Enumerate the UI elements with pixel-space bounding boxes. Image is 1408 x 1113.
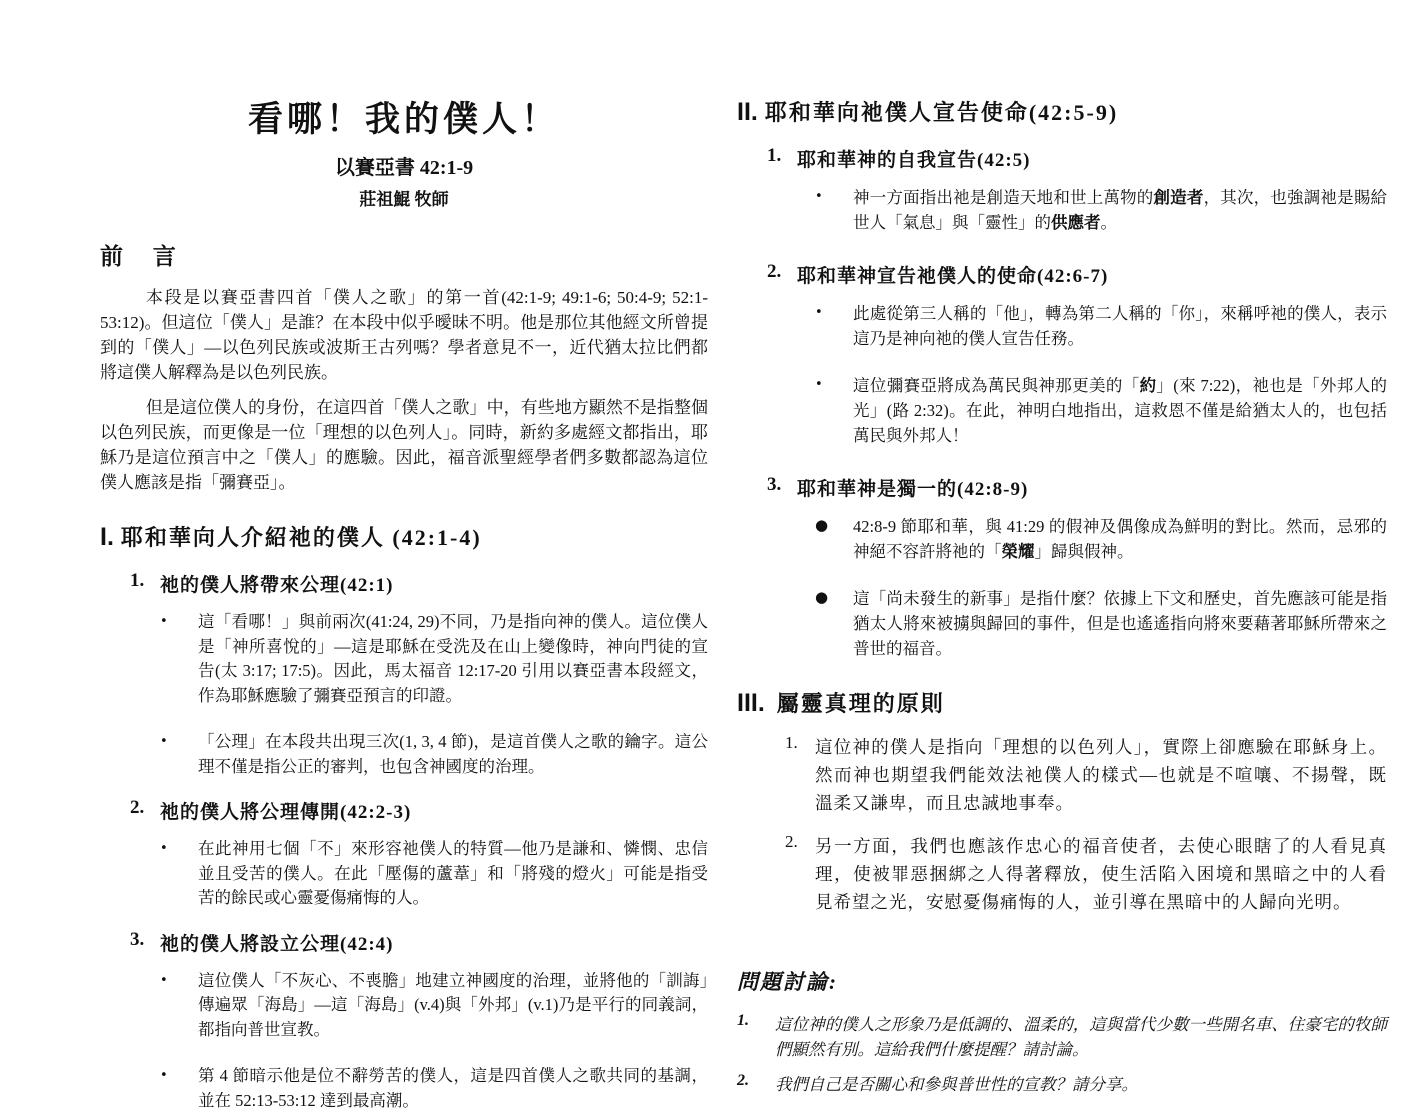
- subsection-number: 2.: [767, 261, 782, 282]
- subsection-2-1-heading: [767, 145, 1387, 172]
- right-column: [737, 96, 1387, 1097]
- subsection-title: 耶和華神是獨一的(42:8-9): [797, 479, 1029, 500]
- bullet-item: [815, 301, 1387, 351]
- principle-item: [785, 832, 1387, 916]
- bullet-text-segment: ，其次，也強調祂是賜給世人「氣息」與「靈性」的: [853, 188, 1388, 232]
- bullet-text: 這位僕人「不灰心、不喪膽」地建立神國度的治理，並將他的「訓誨」傳遍眾「海島」—這「海島」(v.4)與「外邦」(v.1)乃是平行的同義詞，都指向普世宣教。: [198, 970, 708, 1039]
- subsection-title: 祂的僕人將公理傳開(42:2-3): [160, 802, 412, 823]
- section-1-heading: [100, 521, 708, 552]
- section-3-numeral: III.: [737, 689, 765, 717]
- question-number: 2.: [737, 1072, 749, 1089]
- subsection-2-3-heading: [767, 474, 1387, 501]
- bullet-item: [160, 610, 708, 708]
- bullet-item: [160, 969, 708, 1043]
- bullet-text: 在此神用七個「不」來形容祂僕人的特質—他乃是謙和、憐憫、忠信並且受苦的僕人。在此「壓傷的蘆葦」和「將殘的燈火」可能是指受苦的餘民或心靈憂傷痛悔的人。: [198, 839, 708, 907]
- bullet-text-segment: 」歸與假神。: [1034, 542, 1134, 561]
- question-text: 這位神的僕人之形象乃是低調的、溫柔的，這與當代少數一些開名車、住豪宅的牧師們顯然有別。這給我們什麼提醒？請討論。: [775, 1015, 1387, 1059]
- subsection-title: 耶和華神的自我宣告(42:5): [797, 150, 1031, 171]
- bullet-text-segment: 神一方面指出祂是創造天地和世上萬物的: [853, 188, 1154, 207]
- bullet-icon: •: [160, 972, 168, 988]
- bullet-text: 這「尚未發生的新事」是指什麼？依據上下文和歷史，首先應該可能是指猶太人將來被擄與歸回的事件，但是也遙遙指向將來要藉著耶穌所帶來之普世的福音。: [853, 589, 1387, 658]
- bullet-text-segment: 這位彌賽亞將成為萬民與神那更美的「: [853, 376, 1140, 395]
- subsection-1-3-heading: [130, 929, 708, 956]
- subsection-number: 3.: [130, 928, 145, 950]
- section-1-title: 耶和華向人介紹祂的僕人 (42:1-4): [120, 525, 482, 550]
- bullet-item: [815, 185, 1387, 235]
- bullet-text-bold: 榮耀: [1001, 542, 1035, 561]
- question-text: 我們自己是否關心和參與普世性的宣教？請分享。: [775, 1075, 1138, 1094]
- preface-paragraph-2: 但是這位僕人的身份，在這四首「僕人之歌」中，有些地方顯然不是指整個以色列民族，而更像是一位「理想的以色列人」。同時，新約多處經文都指出，耶穌乃是這位預言中之「僕人」的應驗。因此，福音派聖經學者們多數都認為這位僕人應該是指「彌賽亞」。: [100, 398, 708, 492]
- bullet-text: [853, 373, 1387, 448]
- subsection-number: 1.: [767, 145, 782, 166]
- principle-text: 另一方面，我們也應該作忠心的福音使者，去使心眼瞎了的人看見真理，使被罪惡捆綁之人得著釋放，使生活陷入困境和黑暗之中的人看見希望之光，安慰憂傷痛悔的人，並引導在黑暗中的人歸向光明。: [815, 836, 1387, 912]
- bullet-text-bold: 創造者: [1153, 188, 1204, 207]
- section-2-title: 耶和華向祂僕人宣告使命(42:5-9): [764, 100, 1119, 125]
- bullet-item: [160, 1064, 708, 1113]
- subsection-1-1-heading: [130, 570, 708, 597]
- subsection-1-2-heading: [130, 797, 708, 824]
- bullet-text: [853, 185, 1387, 235]
- question-number: 1.: [737, 1012, 749, 1029]
- bullet-icon: ●: [815, 588, 829, 606]
- subsection-number: 3.: [767, 474, 782, 495]
- subsection-number: 1.: [130, 570, 145, 591]
- subsection-number: 2.: [130, 797, 145, 818]
- section-3-title: 屬靈真理的原則: [776, 691, 945, 716]
- bullet-icon: •: [160, 841, 168, 856]
- principle-number: 1.: [785, 733, 798, 752]
- bullet-text-segment: 。: [1100, 213, 1117, 232]
- bullet-icon: ●: [815, 516, 829, 534]
- bullet-item: [160, 730, 708, 779]
- bullet-icon: •: [815, 305, 823, 320]
- principle-text: 這位神的僕人是指向「理想的以色列人」，實際上卻應驗在耶穌身上。然而神也期望我們能效法祂僕人的樣式—也就是不喧嚷、不揚聲，既溫柔又謙卑，而且忠誠地事奉。: [815, 737, 1387, 813]
- subsection-2-2-heading: [767, 261, 1387, 288]
- author-name: 莊祖鯤 牧師: [359, 190, 449, 209]
- bullet-icon: •: [160, 1068, 168, 1083]
- discussion-question: [737, 1072, 1387, 1097]
- discussion-question: [737, 1012, 1387, 1062]
- subsection-title: 祂的僕人將設立公理(42:4): [160, 933, 394, 955]
- preface-heading: 前 言: [100, 244, 188, 269]
- bullet-text-bold: 供應者: [1051, 213, 1101, 232]
- section-3-heading: [737, 687, 1387, 718]
- subsection-title: 祂的僕人將帶來公理(42:1): [160, 575, 394, 596]
- subsection-title: 耶和華神宣告祂僕人的使命(42:6-7): [797, 266, 1109, 287]
- bullet-icon: •: [160, 734, 168, 749]
- bullet-item: [815, 373, 1387, 448]
- document-title: 看哪！我的僕人！: [247, 100, 560, 139]
- section-1-numeral: I.: [100, 523, 114, 551]
- scripture-reference: 以賽亞書 42:1-9: [334, 157, 474, 179]
- bullet-text: 此處從第三人稱的「他」，轉為第二人稱的「你」，來稱呼祂的僕人，表示這乃是神向祂的僕人宣告任務。: [853, 304, 1387, 348]
- left-column: [100, 92, 708, 1113]
- bullet-text: 這「看哪！」與前兩次(41:24, 29)不同，乃是指向神的僕人。這位僕人是「神所喜悅的」—這是耶穌在受洗及在山上變像時，神向門徒的宣告(太 3:17; 17:5)。因此，馬太福音 12:17-20 引用以賽亞書本段經文，作為耶穌應驗了彌賽亞預言的印證。: [198, 612, 708, 705]
- bullet-text: 「公理」在本段共出現三次(1, 3, 4 節)，是這首僕人之歌的鑰字。這公理不僅是指公正的審判，也包含神國度的治理。: [198, 732, 708, 776]
- discussion-heading: 問題討論:: [737, 970, 838, 994]
- bullet-text-bold: 約: [1139, 376, 1157, 395]
- bullet-text: 第 4 節暗示他是位不辭勞苦的僕人，這是四首僕人之歌共同的基調，並在 52:13-53:12 達到最高潮。: [198, 1066, 708, 1110]
- bullet-item: [815, 586, 1387, 661]
- section-2-heading: [737, 96, 1387, 127]
- section-2-numeral: II.: [737, 98, 758, 126]
- bullet-text-segment: 42:8-9 節耶和華，與 41:29 的假神及偶像成為鮮明的對比。然而，忌邪的神絕不容許將祂的「: [853, 517, 1387, 561]
- bullet-item: [160, 837, 708, 911]
- bullet-text-segment: 」(來 7:22)，祂也是「外邦人的光」(路 2:32)。在此，神明白地指出，這救恩不僅是給猶太人的，也包括萬民與外邦人！: [853, 376, 1388, 445]
- principle-item: [785, 733, 1387, 817]
- bullet-icon: •: [815, 377, 823, 392]
- bullet-text: [853, 514, 1387, 564]
- bullet-icon: •: [160, 614, 168, 629]
- bullet-item: [815, 514, 1387, 564]
- preface-paragraph-1: 本段是以賽亞書四首「僕人之歌」的第一首(42:1-9; 49:1-6; 50:4-9; 52:1-53:12)。但這位「僕人」是誰？在本段中似乎曖昧不明。他是那位其他經文所曾提到的「僕人」—以色列民族或波斯王古列嗎？學者意見不一，近代猶太拉比們都將這僕人解釋為是以色列民族。: [100, 288, 708, 382]
- principle-number: 2.: [785, 832, 798, 851]
- bullet-icon: •: [815, 189, 823, 204]
